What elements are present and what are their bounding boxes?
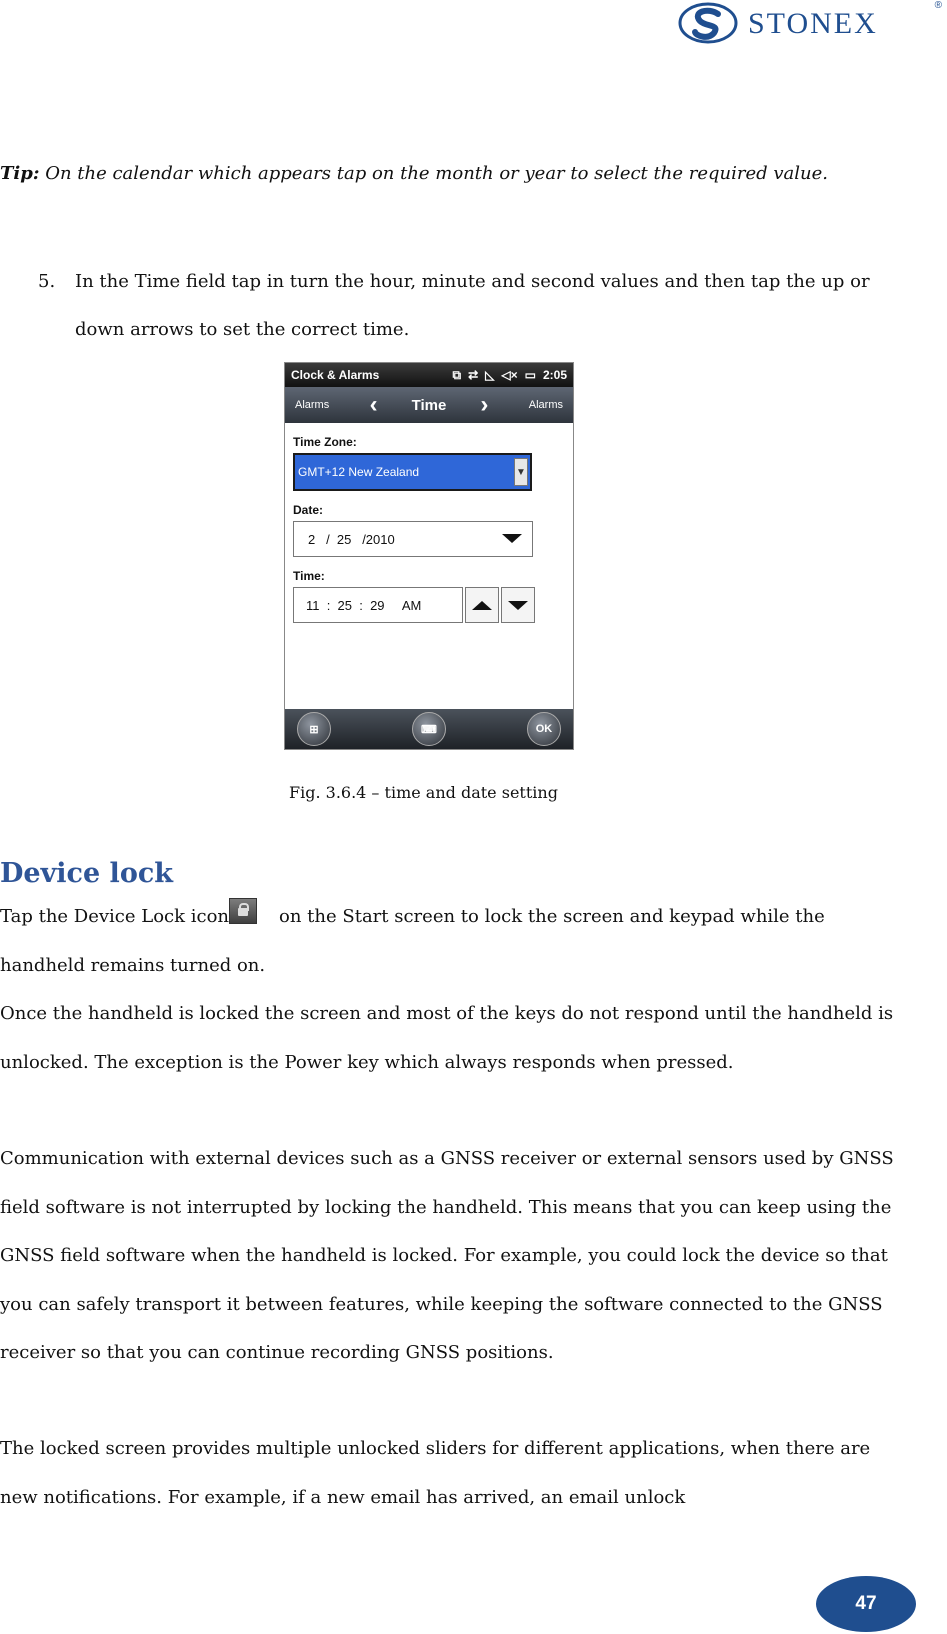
step-text: In the Time field tap in turn the hour, minute and second values and then tap the up or down arrows to set the correct time.: [75, 271, 870, 340]
timezone-value: GMT+12 New Zealand: [298, 465, 420, 479]
timezone-select[interactable]: [293, 453, 532, 491]
stonex-logo: [678, 2, 940, 44]
date-picker[interactable]: [293, 521, 533, 557]
tip-label: Tip:: [0, 163, 40, 184]
nav-left-tab[interactable]: Alarms: [295, 399, 330, 411]
time-value: 11 : 25 : 29 AM: [306, 597, 422, 613]
keyboard-icon[interactable]: ⌨: [412, 712, 446, 746]
back-chevron-icon[interactable]: ‹: [369, 391, 378, 418]
connectivity-icon: ⧉: [452, 367, 462, 382]
soft-key-bar: [285, 709, 573, 749]
tip-paragraph: [0, 163, 828, 184]
time-label: Time:: [293, 569, 325, 583]
paragraph-2: Once the handheld is locked the screen and most of the keys do not respond until the handheld is unlocked. The exception is the Power key which always responds when pressed.: [0, 1003, 894, 1073]
app-title: Clock & Alarms: [291, 368, 380, 382]
step-number: 5.: [38, 271, 56, 292]
paragraph-1: [0, 893, 900, 990]
brand-name: STONEX: [748, 7, 878, 40]
nav-right-tab[interactable]: Alarms: [528, 399, 563, 411]
date-dropdown-icon[interactable]: [502, 534, 522, 543]
time-up-button[interactable]: [465, 587, 499, 623]
nav-title: Time: [411, 396, 447, 414]
signal-icon: ◺: [485, 368, 495, 382]
battery-icon: ▭: [524, 368, 536, 382]
timezone-label: Time Zone:: [293, 435, 357, 449]
mute-icon: ◁×: [501, 368, 518, 382]
status-bar: [285, 363, 573, 387]
time-row: [293, 587, 565, 623]
forward-chevron-icon[interactable]: ›: [480, 391, 489, 418]
date-value: 2 / 25 /2010: [308, 531, 395, 547]
clock-readout: 2:05: [542, 368, 567, 382]
tab-nav: [285, 387, 573, 423]
scroll-arrow-icon[interactable]: ▼: [514, 458, 528, 486]
registered-mark: ®: [934, 0, 942, 11]
date-label: Date:: [293, 503, 324, 517]
paragraph-1-end: on the Start screen to lock the screen and keypad while the handheld remains turned on.: [0, 906, 825, 976]
paragraph-1-start: Tap the Device Lock icon: [0, 906, 230, 927]
sync-icon: ⇄: [468, 368, 479, 382]
device-lock-icon: [229, 898, 257, 924]
up-arrow-icon: [472, 601, 492, 610]
clock-alarms-screenshot: [284, 362, 574, 750]
settings-body: [285, 423, 573, 715]
figure-caption: Fig. 3.6.4 – time and date setting: [289, 783, 558, 802]
paragraph-3: Communication with external devices such as a GNSS receiver or external sensors used by GNSS field software is not interrupted by locking the handheld. This means that you can keep using the GNSS field software when the handheld is locked. For example, you could lock the device so that you can safely transport it between features, while keeping the software connected to the GNSS receiver so that you can continue recording GNSS positions.: [0, 1148, 894, 1363]
down-arrow-icon: [508, 601, 528, 610]
ok-button[interactable]: OK: [527, 712, 561, 746]
time-field[interactable]: [293, 587, 463, 623]
tip-text: On the calendar which appears tap on the month or year to select the required value.: [39, 163, 828, 184]
section-heading: Device lock: [0, 858, 173, 889]
paragraph-4: The locked screen provides multiple unlocked sliders for different applications, when there are new notifications. For example, if a new email has arrived, an email unlock: [0, 1438, 871, 1508]
time-down-button[interactable]: [501, 587, 535, 623]
windows-start-icon[interactable]: ⊞: [297, 712, 331, 746]
page-number: 47: [816, 1576, 916, 1632]
stonex-logo-icon: [678, 2, 738, 44]
